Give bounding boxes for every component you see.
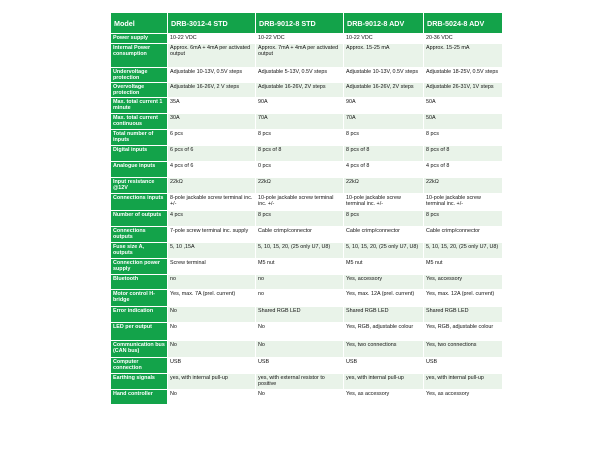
cell-value: Yes, as accessory — [344, 389, 424, 404]
cell-value: 6 pcs — [168, 130, 256, 146]
cell-value: Yes, max. 12A (prel. current) — [424, 289, 503, 306]
cell-value: yes, with internal pull-up — [344, 373, 424, 389]
header-drb-9012-8-adv: DRB-9012-8 ADV — [344, 13, 424, 34]
cell-value: 8 pcs of 8 — [344, 146, 424, 162]
cell-value: 4 pcs of 6 — [168, 162, 256, 178]
cell-value: 8 pcs — [256, 130, 344, 146]
cell-value: Approx. 15-25 mA — [344, 44, 424, 68]
cell-value: 50A — [424, 114, 503, 130]
row-label: Fuse size A, outputs — [111, 243, 168, 258]
table-row — [111, 114, 503, 130]
cell-value: Yes, accessory — [344, 274, 424, 289]
cell-value: 5, 10, 15, 20, (25 only U7, U8) — [256, 243, 344, 258]
cell-value: No — [168, 389, 256, 404]
cell-value: 4 pcs — [168, 211, 256, 227]
cell-value: 10-pole jackable screw terminal inc. +/- — [344, 194, 424, 211]
cell-value: 4 pcs of 8 — [344, 162, 424, 178]
cell-value: Yes, two connections — [424, 340, 503, 357]
row-label: Max. total current 1 minute — [111, 98, 168, 114]
cell-value: 6 pcs of 6 — [168, 146, 256, 162]
row-label: Connection power supply — [111, 258, 168, 274]
row-label: Connections outputs — [111, 227, 168, 243]
cell-value: Screw terminal — [168, 258, 256, 274]
table-row — [111, 357, 503, 373]
cell-value: USB — [344, 357, 424, 373]
cell-value: Yes, max. 7A (prel. current) — [168, 289, 256, 306]
cell-value: Shared RGB LED — [424, 306, 503, 322]
row-label: Overvoltage protection — [111, 83, 168, 98]
comparison-table-container — [110, 12, 502, 405]
cell-value: 10-22 VDC — [256, 34, 344, 44]
table-row — [111, 289, 503, 306]
cell-value: USB — [168, 357, 256, 373]
cell-value: 0 pcs — [256, 162, 344, 178]
table-row — [111, 306, 503, 322]
model-comparison-table — [110, 12, 503, 405]
cell-value: 5, 10, 15, 20, (25 only U7, U8) — [424, 243, 503, 258]
cell-value: No — [256, 340, 344, 357]
cell-value: M5 nut — [256, 258, 344, 274]
cell-value: 8 pcs — [424, 211, 503, 227]
cell-value: 22kΩ — [344, 178, 424, 194]
cell-value: 90A — [344, 98, 424, 114]
row-label: Max. total current continuous — [111, 114, 168, 130]
cell-value: M5 nut — [344, 258, 424, 274]
cell-value: No — [256, 389, 344, 404]
cell-value: Yes, as accessory — [424, 389, 503, 404]
table-row — [111, 389, 503, 404]
cell-value: 70A — [344, 114, 424, 130]
cell-value: 20-36 VDC — [424, 34, 503, 44]
cell-value: Cable crimp/connector — [424, 227, 503, 243]
cell-value: 8-pole jackable screw terminal inc. +/- — [168, 194, 256, 211]
table-row — [111, 83, 503, 98]
header-drb-5024-8-adv: DRB-5024-8 ADV — [424, 13, 503, 34]
cell-value: 8 pcs — [424, 130, 503, 146]
cell-value: USB — [424, 357, 503, 373]
table-body — [111, 34, 503, 405]
cell-value: 30A — [168, 114, 256, 130]
cell-value: 50A — [424, 98, 503, 114]
cell-value: No — [256, 322, 344, 340]
cell-value: Yes, accessory — [424, 274, 503, 289]
cell-value: Adjustable 5-13V, 0.5V steps — [256, 68, 344, 83]
cell-value: Adjustable 18-25V, 0.5V steps — [424, 68, 503, 83]
cell-value: 90A — [256, 98, 344, 114]
cell-value: 10-22 VDC — [344, 34, 424, 44]
cell-value: Adjustable 10-13V, 0.5V steps — [344, 68, 424, 83]
table-row — [111, 34, 503, 44]
table-row — [111, 211, 503, 227]
cell-value: 8 pcs — [344, 130, 424, 146]
cell-value: 22kΩ — [256, 178, 344, 194]
table-row — [111, 340, 503, 357]
cell-value: Approx. 6mA + 4mA per activated output — [168, 44, 256, 68]
table-row — [111, 322, 503, 340]
header-row — [111, 13, 503, 34]
cell-value: 10-22 VDC — [168, 34, 256, 44]
cell-value: Yes, two connections — [344, 340, 424, 357]
cell-value: 10-pole jackable screw terminal inc. +/- — [424, 194, 503, 211]
row-label: Number of outputs — [111, 211, 168, 227]
cell-value: Yes, RGB, adjustable colour — [344, 322, 424, 340]
cell-value: no — [168, 274, 256, 289]
table-row — [111, 178, 503, 194]
cell-value: No — [168, 322, 256, 340]
cell-value: 7-pole screw terminal inc. supply — [168, 227, 256, 243]
cell-value: 8 pcs of 8 — [424, 146, 503, 162]
row-label: Earthing signals — [111, 373, 168, 389]
header-drb-3012-4-std: DRB-3012-4 STD — [168, 13, 256, 34]
table-row — [111, 44, 503, 68]
cell-value: no — [256, 274, 344, 289]
cell-value: Adjustable 16-26V, 2V steps — [344, 83, 424, 98]
row-label: Connections inputs — [111, 194, 168, 211]
row-label: Total number of inputs — [111, 130, 168, 146]
cell-value: yes, with external resistor to positive — [256, 373, 344, 389]
cell-value: Cable crimp/connector — [256, 227, 344, 243]
table-row — [111, 274, 503, 289]
cell-value: M5 nut — [424, 258, 503, 274]
cell-value: 4 pcs of 8 — [424, 162, 503, 178]
row-label: Internal Power consumption — [111, 44, 168, 68]
cell-value: Approx. 15-25 mA — [424, 44, 503, 68]
cell-value: Adjustable 16-26V, 2 V steps — [168, 83, 256, 98]
cell-value: Adjustable 10-13V, 0.5V steps — [168, 68, 256, 83]
table-row — [111, 258, 503, 274]
table-row — [111, 162, 503, 178]
table-row — [111, 146, 503, 162]
cell-value: Yes, max. 12A (prel. current) — [344, 289, 424, 306]
row-label: Computer connection — [111, 357, 168, 373]
row-label: Undervoltage protection — [111, 68, 168, 83]
cell-value: no — [256, 289, 344, 306]
cell-value: 8 pcs of 8 — [256, 146, 344, 162]
cell-value: Shared RGB LED — [344, 306, 424, 322]
row-label: Motor control H-bridge — [111, 289, 168, 306]
cell-value: 22kΩ — [168, 178, 256, 194]
table-row — [111, 98, 503, 114]
cell-value: 8 pcs — [256, 211, 344, 227]
table-row — [111, 227, 503, 243]
cell-value: yes, with internal pull-up — [168, 373, 256, 389]
table-row — [111, 130, 503, 146]
row-label: Power supply — [111, 34, 168, 44]
cell-value: 35A — [168, 98, 256, 114]
cell-value: Cable crimp/connector — [344, 227, 424, 243]
cell-value: 8 pcs — [344, 211, 424, 227]
table-row — [111, 373, 503, 389]
cell-value: 5, 10, 15, 20, (25 only U7, U8) — [344, 243, 424, 258]
cell-value: 5, 10 ,15A — [168, 243, 256, 258]
cell-value: 22kΩ — [424, 178, 503, 194]
cell-value: Adjustable 26-31V, 1V steps — [424, 83, 503, 98]
header-drb-9012-8-std: DRB-9012-8 STD — [256, 13, 344, 34]
cell-value: Yes, RGB, adjustable colour — [424, 322, 503, 340]
cell-value: Approx. 7mA + 4mA per activated output — [256, 44, 344, 68]
row-label: Bluetooth — [111, 274, 168, 289]
row-label: LED per output — [111, 322, 168, 340]
cell-value: USB — [256, 357, 344, 373]
row-label: Error indication — [111, 306, 168, 322]
row-label: Input resistance @12V — [111, 178, 168, 194]
header-model: Model — [111, 13, 168, 34]
cell-value: No — [168, 340, 256, 357]
cell-value: 10-pole jackable screw terminal inc. +/- — [256, 194, 344, 211]
cell-value: yes, with internal pull-up — [424, 373, 503, 389]
cell-value: 70A — [256, 114, 344, 130]
table-row — [111, 194, 503, 211]
cell-value: Shared RGB LED — [256, 306, 344, 322]
cell-value: Adjustable 16-26V, 2V steps — [256, 83, 344, 98]
row-label: Digital inputs — [111, 146, 168, 162]
row-label: Hand controller — [111, 389, 168, 404]
table-row — [111, 243, 503, 258]
cell-value: No — [168, 306, 256, 322]
table-row — [111, 68, 503, 83]
row-label: Analogue inputs — [111, 162, 168, 178]
row-label: Communication bus (CAN bus) — [111, 340, 168, 357]
